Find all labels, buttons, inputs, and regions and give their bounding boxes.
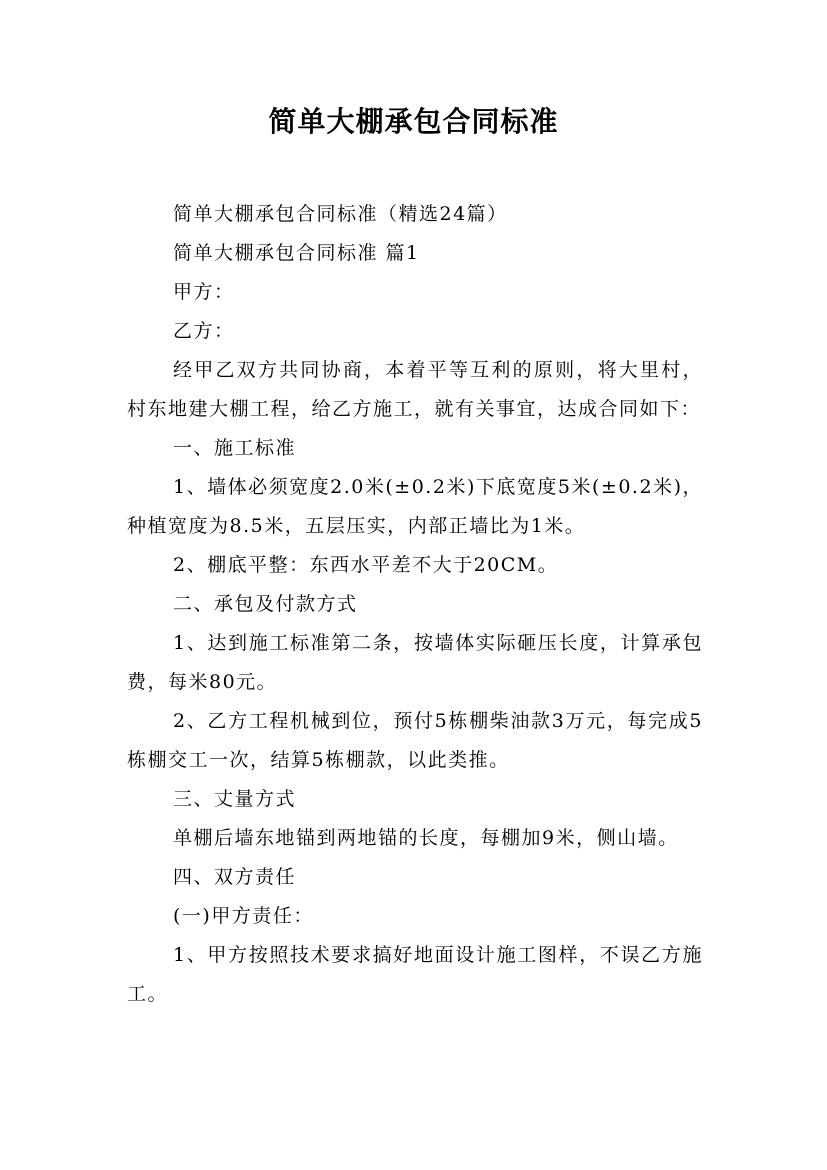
- clause-paragraph: 1、达到施工标准第二条，按墙体实际砸压长度，计算承包费，每米80元。: [127, 632, 703, 693]
- subheading-party-a-responsibility: (一)甲方责任：: [173, 905, 314, 927]
- clause-paragraph: 1、墙体必须宽度2.0米(±0.2米)下底宽度5米(±0.2米)，种植宽度为8.5米，五层压实，内部正墙比为1米。: [127, 476, 703, 537]
- heading-construction-standard: 一、施工标准: [173, 437, 297, 459]
- clause-paragraph: 单棚后墙东地锚到两地锚的长度，每棚加9米，侧山墙。: [173, 827, 679, 849]
- subtitle-paragraph: 简单大棚承包合同标准（精选24篇）: [173, 203, 508, 225]
- heading-responsibilities: 四、双方责任: [173, 866, 297, 888]
- heading-measurement-method: 三、丈量方式: [173, 788, 297, 810]
- clause-paragraph: 2、乙方工程机械到位，预付5栋棚柴油款3万元，每完成5栋棚交工一次，结算5栋棚款，以此类推。: [127, 710, 703, 771]
- party-a-line: 甲方：: [173, 281, 235, 303]
- party-b-line: 乙方：: [173, 320, 235, 342]
- preamble-paragraph: 经甲乙双方共同协商，本着平等互利的原则，将大里村，村东地建大棚工程，给乙方施工，就有关事宜，达成合同如下：: [127, 359, 703, 420]
- clause-paragraph: 2、棚底平整：东西水平差不大于20CM。: [173, 554, 559, 576]
- document-body: [127, 195, 703, 1014]
- clause-paragraph: 1、甲方按照技术要求搞好地面设计施工图样，不误乙方施工。: [127, 944, 703, 1005]
- document-title: 简单大棚承包合同标准: [268, 105, 559, 138]
- section-heading-paragraph: 简单大棚承包合同标准 篇1: [173, 242, 420, 264]
- heading-contract-payment: 二、承包及付款方式: [173, 593, 358, 615]
